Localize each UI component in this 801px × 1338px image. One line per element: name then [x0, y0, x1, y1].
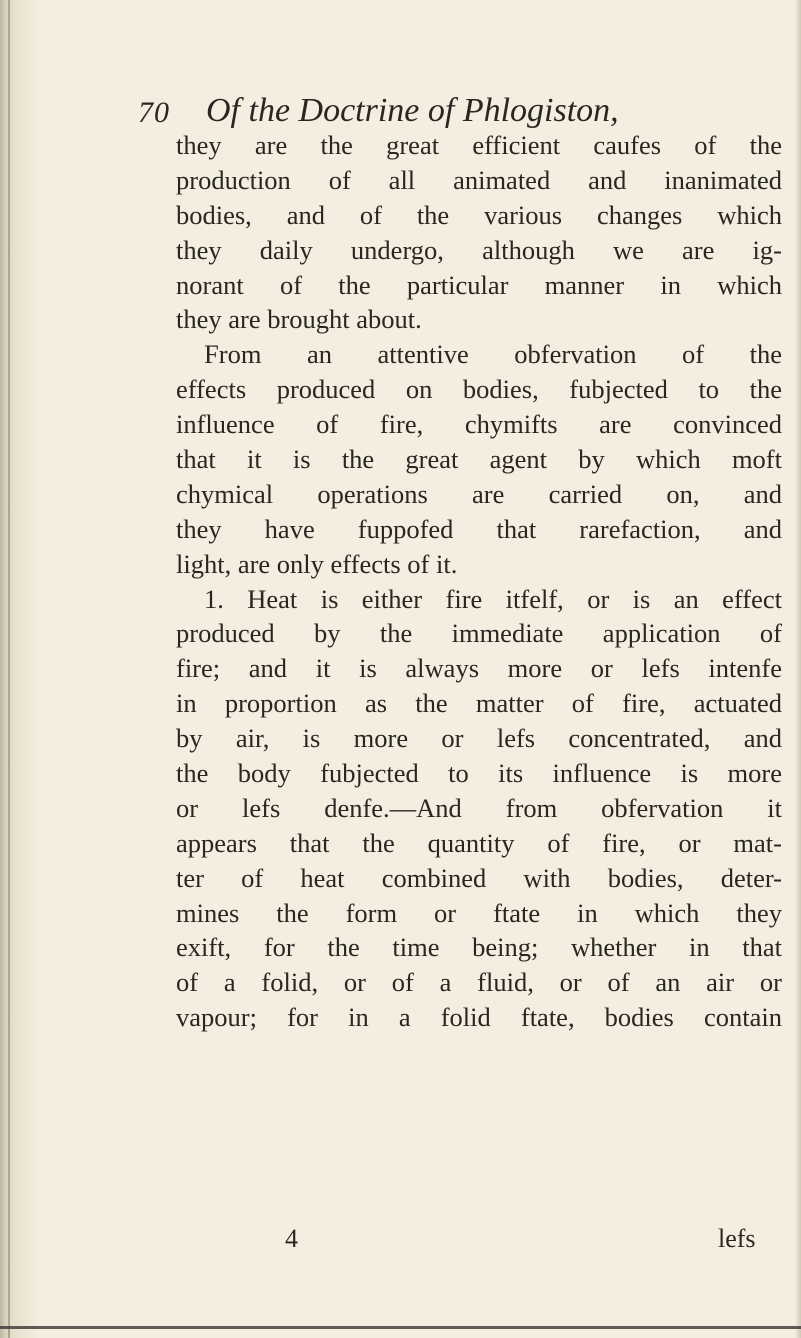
text-line: produced by the immediate application of	[176, 618, 782, 649]
text-line: by air, is more or lefs concentrated, and	[176, 723, 782, 754]
text-line: the body fubjected to its influence is more	[176, 758, 782, 789]
running-title: Of the Doctrine of Phlogiston,	[206, 92, 619, 129]
text-line: fire; and it is always more or lefs intenfe	[176, 653, 782, 684]
catchword: lefs	[718, 1224, 756, 1253]
bottom-edge-rule	[0, 1326, 801, 1329]
text-line: appears that the quantity of fire, or mat-	[176, 827, 782, 858]
page-binding-shadow	[0, 0, 40, 1338]
text-line: bodies, and of the various changes which	[176, 199, 782, 230]
text-line: mines the form or ftate in which they	[176, 897, 782, 928]
text-line: they are brought about.	[176, 304, 422, 335]
page-right-edge	[795, 0, 801, 1338]
text-line: 1. Heat is either fire itfelf, or is an effect	[204, 583, 782, 614]
signature-mark: 4	[285, 1224, 298, 1253]
text-line: production of all animated and inanimated	[176, 164, 782, 195]
text-line: in proportion as the matter of fire, actuated	[176, 688, 782, 719]
text-line: exift, for the time being; whether in that	[176, 932, 782, 963]
text-line: they are the great efficient caufes of the	[176, 130, 782, 160]
text-line: effects produced on bodies, fubjected to the	[176, 374, 782, 405]
page-number: 70	[138, 96, 170, 129]
text-line: that it is the great agent by which moft	[176, 444, 782, 475]
body-text	[176, 128, 782, 1035]
text-line: norant of the particular manner in which	[176, 269, 782, 300]
text-line: of a folid, or of a fluid, or of an air or	[176, 967, 782, 998]
text-line: light, are only effects of it.	[176, 548, 458, 579]
text-line: or lefs denfe.—And from obfervation it	[176, 792, 782, 823]
text-line: ter of heat combined with bodies, deter-	[176, 862, 782, 893]
text-line: From an attentive obfervation of the	[204, 339, 782, 370]
text-line: they daily undergo, although we are ig-	[176, 234, 782, 265]
binding-edge-line	[8, 0, 10, 1338]
text-line: influence of fire, chymifts are convinced	[176, 409, 782, 440]
text-line: vapour; for in a folid ftate, bodies contain	[176, 1002, 782, 1033]
text-line: they have fuppofed that rarefaction, and	[176, 513, 782, 544]
text-line: chymical operations are carried on, and	[176, 478, 782, 509]
